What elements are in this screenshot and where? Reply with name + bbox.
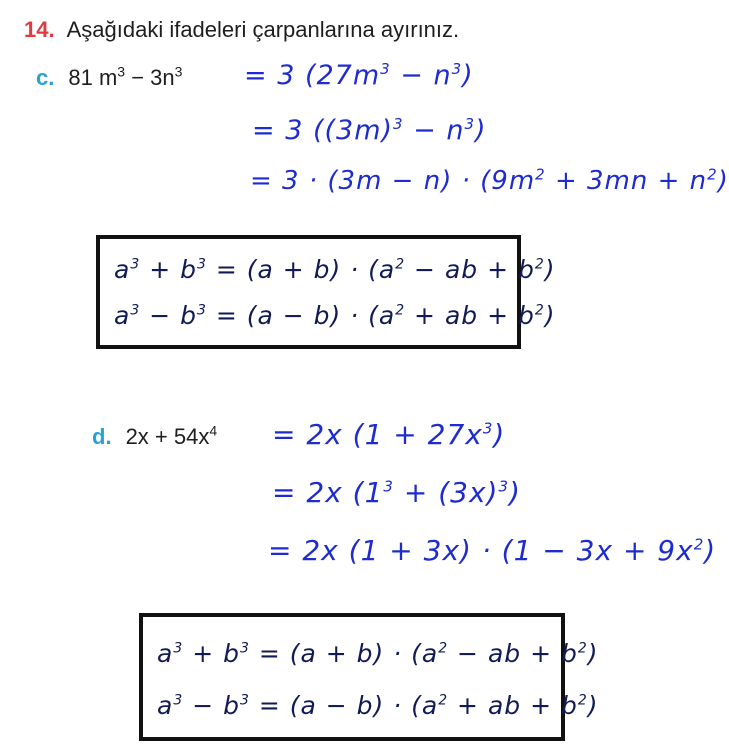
formula-exp: 3 — [239, 692, 250, 709]
part-c-step-2 — [252, 115, 487, 146]
formula-exp: 3 — [130, 256, 141, 273]
step-text: − n — [390, 60, 452, 91]
part-d-step-1 — [272, 418, 505, 451]
part-d-expr-pre: 2x + 54x — [125, 424, 210, 449]
step-text: ) — [475, 115, 487, 146]
step-text: = 2x (1 — [272, 476, 384, 509]
formula-exp: 2 — [395, 256, 406, 273]
formula-exp: 2 — [534, 256, 545, 273]
part-d-expression — [92, 423, 217, 451]
formula-text: a — [114, 255, 131, 284]
part-c-exp2: 3 — [174, 63, 183, 80]
step-text: = 3 (27m — [244, 60, 381, 91]
formula-exp: 2 — [438, 640, 449, 657]
formula-exp: 3 — [239, 640, 250, 657]
formula-exp: 2 — [534, 302, 545, 319]
formula-text: + b — [140, 255, 197, 284]
step-text: = 2x (1 + 27x — [272, 418, 483, 451]
formula-text: + b — [183, 639, 240, 668]
formula-exp: 2 — [438, 692, 449, 709]
formula-text: ) — [587, 691, 599, 720]
formula-text: a — [157, 639, 174, 668]
step-text: ) — [508, 476, 521, 509]
formula-box-d — [139, 613, 599, 741]
step-exp: 3 — [380, 60, 391, 78]
formula-exp: 3 — [196, 302, 207, 319]
step-exp: 3 — [464, 115, 476, 133]
formula-exp: 2 — [577, 692, 588, 709]
formula-text: a — [157, 691, 174, 720]
step-text: + (3x) — [393, 476, 499, 509]
part-c-letter: c. — [36, 65, 55, 90]
formula-text: = (a − b) · (a — [249, 691, 439, 720]
question-number: 14. — [24, 17, 55, 42]
step-text: ) — [462, 60, 474, 91]
step-exp: 3 — [383, 477, 394, 496]
formula-exp: 3 — [173, 640, 184, 657]
part-c-expr-mid: − 3n — [125, 65, 175, 90]
step-text: = 2x (1 + 3x) · (1 − 3x + 9x — [268, 534, 694, 567]
formula-text: ) — [587, 639, 599, 668]
formula-text: + ab + b — [405, 301, 535, 330]
formula-exp: 3 — [173, 692, 184, 709]
difference-of-cubes-formula — [157, 691, 599, 720]
formula-exp: 2 — [395, 302, 406, 319]
formula-text: − ab + b — [448, 639, 578, 668]
formula-text: a — [114, 301, 131, 330]
part-c-step-1 — [244, 60, 474, 91]
part-c-expr-pre: 81 m — [68, 65, 118, 90]
formula-text: = (a + b) · (a — [249, 639, 439, 668]
step-text: = 3 ((3m) — [252, 115, 394, 146]
step-exp: 2 — [693, 535, 705, 554]
formula-text: ) — [544, 255, 556, 284]
part-d-step-3 — [268, 534, 716, 567]
formula-text: − ab + b — [405, 255, 535, 284]
part-c-exp1: 3 — [117, 63, 126, 80]
difference-of-cubes-formula — [114, 301, 556, 330]
step-exp: 3 — [393, 115, 404, 133]
question-header — [24, 16, 459, 44]
formula-text: = (a + b) · (a — [206, 255, 396, 284]
step-text: + 3mn + n — [545, 166, 708, 196]
part-d-letter: d. — [92, 424, 112, 449]
formula-text: ) — [544, 301, 556, 330]
step-text: − n — [403, 115, 465, 146]
formula-text: − b — [140, 301, 197, 330]
step-text: ) — [704, 534, 717, 567]
step-exp: 3 — [451, 60, 463, 78]
step-exp: 2 — [707, 165, 718, 184]
step-text: ) — [717, 166, 729, 196]
formula-exp: 2 — [577, 640, 588, 657]
part-c-step-3 — [250, 166, 729, 196]
step-text: = 3 · (3m − n) · (9m — [250, 166, 536, 196]
formula-box-c — [96, 235, 556, 349]
step-exp: 3 — [482, 419, 494, 438]
part-c-expression — [36, 64, 182, 92]
formula-text: = (a − b) · (a — [206, 301, 396, 330]
step-exp: 2 — [535, 165, 546, 184]
sum-of-cubes-formula — [114, 255, 556, 284]
part-d-step-2 — [272, 476, 521, 509]
step-text: ) — [493, 418, 506, 451]
question-text: Aşağıdaki ifadeleri çarpanlarına ayırınız. — [66, 17, 460, 42]
step-exp: 3 — [498, 477, 509, 496]
part-d-exp1: 4 — [209, 422, 218, 439]
formula-text: + ab + b — [448, 691, 578, 720]
formula-exp: 3 — [130, 302, 141, 319]
sum-of-cubes-formula — [157, 639, 599, 668]
formula-text: − b — [183, 691, 240, 720]
formula-exp: 3 — [196, 256, 207, 273]
